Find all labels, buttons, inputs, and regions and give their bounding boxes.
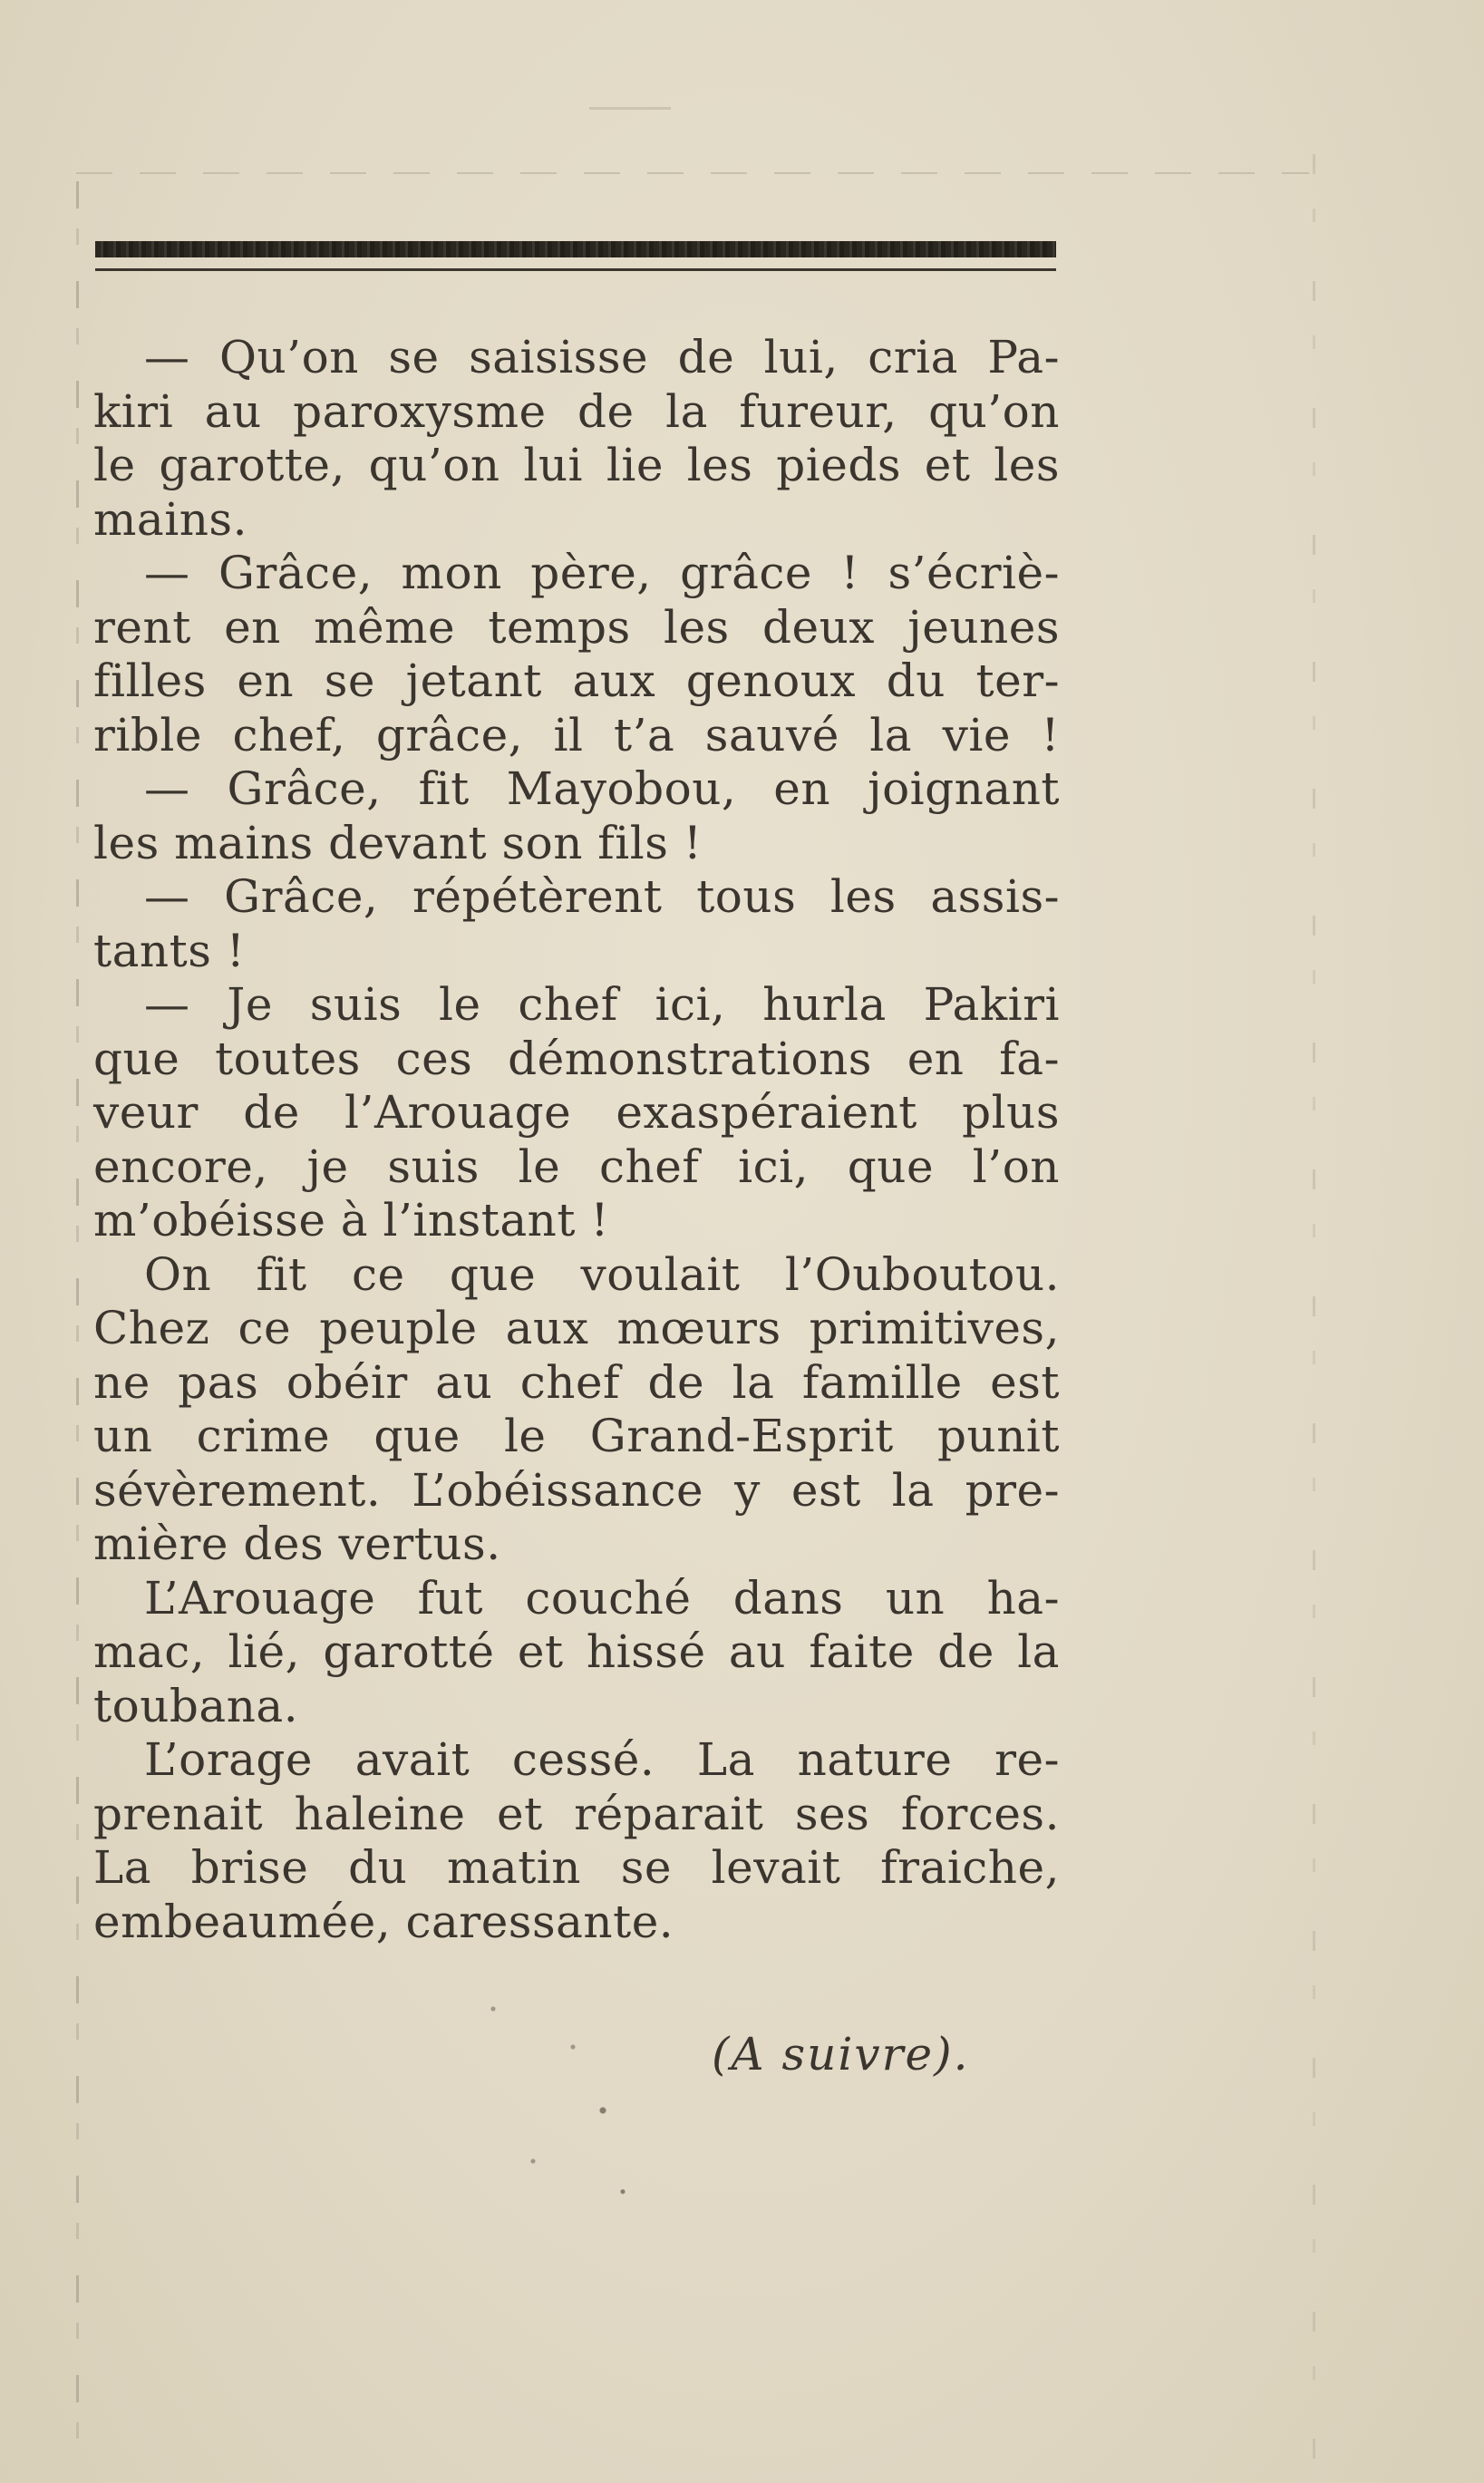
text-line: les mains devant son fils ! [93, 816, 703, 869]
text-line: veur de l’Arouage exaspéraient plus [93, 1086, 1060, 1139]
text-line: — Grâce, répétèrent tous les assis- [144, 870, 1060, 923]
text-line: filles en se jetant aux genoux du ter- [93, 655, 1060, 707]
text-line: sévèrement. L’obéissance y est la pre- [93, 1463, 1060, 1517]
text-line: L’Arouage fut couché dans un ha- [144, 1571, 1060, 1625]
a-suivre-note: (A suivre). [712, 2028, 970, 2080]
text-line: ne pas obéir au chef de la famille est [93, 1355, 1060, 1409]
page-edge-right [1313, 154, 1315, 2475]
text-line: kiri au paroxysme de la fureur, qu’on [93, 384, 1060, 438]
text-line: mains. [93, 492, 247, 546]
text-line: On fit ce que voulait l’Ouboutou. [144, 1247, 1060, 1301]
text-line: rible chef, grâce, il t’a sauvé la vie ! [93, 708, 1060, 761]
text-line: m’obéisse à l’instant ! [93, 1194, 609, 1246]
text-line: toubana. [93, 1679, 299, 1732]
body-text [93, 331, 1060, 1949]
header-rule-thin [95, 268, 1056, 271]
text-line: embeaumée, caressante. [93, 1895, 674, 1948]
text-line: — Grâce, fit Mayobou, en joignant [144, 762, 1060, 815]
ink-specks [453, 1958, 653, 2212]
text-line: que toutes ces démonstrations en fa- [93, 1032, 1060, 1085]
page-edge-left [76, 181, 79, 2448]
text-line: un crime que le Grand-Esprit punit [93, 1410, 1060, 1462]
page-edge-top [76, 172, 1309, 174]
text-line: Chez ce peuple aux mœurs primitives, [93, 1302, 1060, 1354]
top-mark [589, 107, 671, 110]
text-line: le garotte, qu’on lui lie les pieds et les [93, 439, 1060, 491]
text-line: — Grâce, mon père, grâce ! s’écriè- [144, 547, 1060, 599]
text-line: — Je suis le chef ici, hurla Pakiri [144, 978, 1060, 1031]
text-line: mière des vertus. [93, 1518, 501, 1570]
text-line: rent en même temps les deux jeunes [93, 600, 1060, 654]
text-line: — Qu’on se saisisse de lui, cria Pa- [144, 331, 1060, 383]
text-line: mac, lié, garotté et hissé au faite de la [93, 1625, 1060, 1678]
text-line: La brise du matin se levait fraiche, [93, 1841, 1060, 1894]
text-line: tants ! [93, 924, 246, 977]
text-line: L’orage avait cessé. La nature re- [144, 1733, 1060, 1786]
text-line: prenait haleine et réparait ses forces. [93, 1787, 1060, 1840]
text-line: encore, je suis le chef ici, que l’on [93, 1140, 1060, 1193]
header-rule-thick [95, 241, 1056, 257]
